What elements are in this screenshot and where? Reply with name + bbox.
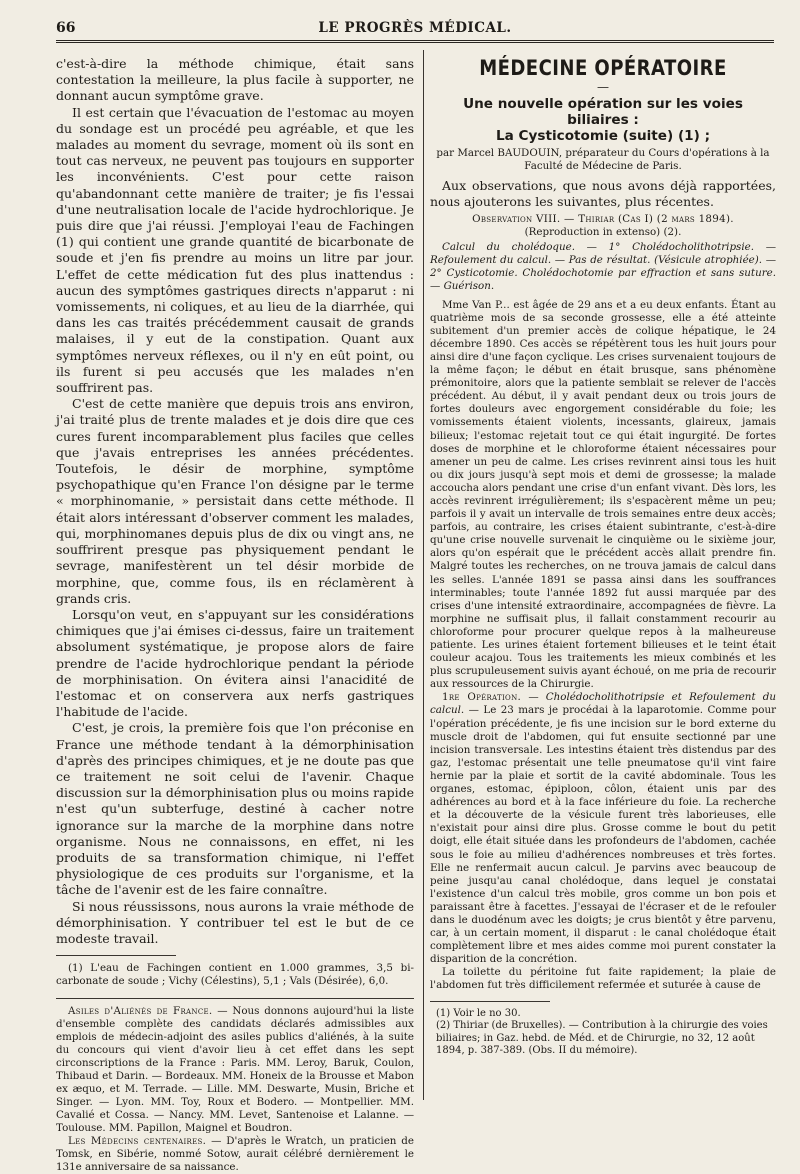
left-paragraph: Si nous réussissons, nous aurons la vraie méthode de démorphinisation. Y contribuer tel est le but de ce modeste travail. — [56, 898, 414, 946]
section-title: MÉDECINE OPÉRATOIRE — [479, 56, 727, 80]
lead-paragraph: Aux observations, que nous avons déjà rapportées, nous ajouterons les suivantes, plus récentes. — [430, 178, 776, 209]
left-paragraph: C'est de cette manière que depuis trois ans environ, j'ai traité plus de trente malades et je dois dire que ces cures furent incomparablement plus faciles que celles que j'avais entreprises les années précédentes. Toutefois, le désir de morphine, symptôme psychopathique qu'en France l'on désigne par le terme « morphinomanie, » persistait dans cette méthode. Il était alors intéressant d'observer comment les malades, qui, morphinomanes depuis plus de dix ou vingt ans, ne souffrirent presque pas physiquement pendant le sevrage, manifestèrent un tel désir morbide de morphine, que, comme fous, ils en réclamèrent à grands cris. — [56, 396, 414, 606]
journal-title: LE PROGRÈS MÉDICAL. — [318, 20, 512, 36]
left-paragraph: Il est certain que l'évacuation de l'estomac au moyen du sondage est un procédé peu agréable, et que les malades au moment du sevrage, moment où ils sont en tout cas nerveux, ne peuvent pas toujours en supporter les inconvénients. C'est pour cette raison qu'abandonnant cette manière de traiter; je fis l'essai d'une neutralisation locale de l'acide hydrochlorique. Je puis dire que j'ai réussi. J'employai l'eau de Fachingen (1) qui contient une grande quantité de bicarbonate de soude et j'en fis prendre au moins un litre par jour. L'effet de cette médication fut des plus inattendus : aucun des symptômes gastriques directs n'apparut : ni vomissements, ni coliques, et au lieu de la diarrhée, qui dans les cas traités précédemment causait de grands malaises, il y eut de la constipation. Quant aux symptômes nerveux réflexes, ou il n'y en eût point, ou ils furent si peu accusés que les malades n'en souffrirent pas. — [56, 104, 414, 396]
left-footnote — [56, 962, 414, 988]
section-rule — [56, 998, 414, 999]
case-abstract: Calcul du cholédoque. — 1° Cholédocholithotripsie. — Refoulement du calcul. — Pas de résultat. (Vésicule atrophiée). — 2° Cysticotomie. Cholédochotomie par effraction et sans suture. — Guérison. — [430, 241, 776, 293]
observation-line: (Reproduction in extenso) (2). — [524, 226, 682, 239]
column-divider — [423, 50, 424, 1100]
news-text: — Nous donnons aujourd'hui la liste d'ensemble complète des candidats déclarés admissibles aux emplois de médecin-adjoint des asiles publics d'aliénés, à la suite du concours qui vient d'avoir lieu à cet effet dans les sept circonscriptions de la France : Paris. MM. Leroy, Baruk, Coulon, Thibaud et Darin. — Bordeaux. MM. Honeix de la Brousse et Mabon ex æquo, et M. Terrade. — Lille. MM. Deswarte, Musin, Briche et Singer. — Lyon. MM. Toy, Roux et Bodero. — Montpellier. MM. Cavalié et Cossa. — Nancy. MM. Levet, Santenoise et Lalanne. — Toulouse. MM. Papillon, Maignel et Boudron. — [56, 1005, 414, 1135]
operation-subheading: — Cholédocholithotripsie et Refoulement du calcul. — [430, 691, 776, 717]
news-items — [56, 1005, 414, 1174]
byline: par Marcel BAUDOUIN, préparateur du Cours d'opérations à la Faculté de Médecine de Paris. — [436, 147, 770, 172]
right-footnotes — [430, 1008, 776, 1058]
article-title — [430, 96, 776, 144]
page-number: 66 — [56, 20, 76, 36]
observation-heading — [430, 213, 776, 239]
toilette-paragraph: La toilette du péritoine fut faite rapidement; la plaie de l'abdomen fut très difficilement refermée et suturée à cause de — [430, 966, 776, 992]
article-title-line: La Cysticotomie (suite) (1) ; — [495, 128, 711, 144]
observation-line: Observation VIII. — Thiriar (Cas I) (2 mars 1894). — [472, 213, 734, 225]
news-text: — D'après le Wratch, un praticien de Tomsk, en Sibérie, nommé Sotow, aurait célébré dernièrement le 131e anniversaire de sa naissance. — [56, 1135, 414, 1174]
news-heading: Les Médecins centenaires. — [68, 1135, 207, 1148]
left-column — [56, 56, 414, 1174]
operation-heading: 1re Opération. — [442, 691, 522, 704]
footnote-rule — [430, 1001, 550, 1002]
left-paragraph: c'est-à-dire la méthode chimique, était sans contestation la meilleure, la plus facile à supporter, ne donnant aucun symptôme grave. — [56, 56, 414, 104]
footnote-text: (2) Thiriar (de Bruxelles). — Contribution à la chirurgie des voies biliaires; in Gaz. hebd. de Méd. et de Chirurgie, no 32, 12 août 1894, p. 387-389. (Obs. II du mémoire). — [436, 1020, 768, 1057]
news-item-centenaires — [56, 1135, 414, 1174]
title-dash: — — [597, 80, 609, 94]
left-article-body — [56, 56, 414, 947]
footnote-text: (1) L'eau de Fachingen contient en 1.000 grammes, 3,5 bi-carbonate de soude ; Vichy (Célestins), 5,1 ; Vals (Désirée), 6,0. — [56, 962, 414, 988]
news-item-asiles — [56, 1005, 414, 1135]
running-header — [56, 16, 774, 43]
case-paragraph: Mme Van P... est âgée de 29 ans et a eu deux enfants. Étant au quatrième mois de sa seconde grossesse, elle a été atteinte subitement d'un premier accès de colique hépatique, le 24 décembre 1890. Ces accès se répétèrent tous les huit jours pour ainsi dire d'une façon cyclique. Les crises survenaient toujours de la même façon; le début en était brusque, sans phénomène prémonitoire, alors que la patiente semblait se relever de l'accès précédent. Au début, il y avait pendant deux ou trois jours de fortes douleurs avec engorgement considérable du foie; les vomissements étaient violents, incessants, glaireux, jamais bilieux; l'estomac rejetait tout ce qui était ingurgité. De fortes doses de morphine et le chloroforme étaient nécessaires pour amener un peu de calme. Les crises revinrent ainsi tous les huit ou dix jours jusqu'à sept mois et demi de grossesse; la malade accoucha alors pendant une crise d'un enfant vivant. Dès lors, les accès revinrent irrégulièrement; ils s'espacèrent même un peu; parfois il y avait un intervalle de trois semaines entre deux accès; parfois, au contraire, les crises étaient subintrante, c'est-à-dire qu'une crise nouvelle survenait le cinquième ou le sixième jour, alors qu'on espérait que le précédent accès allait prendre fin. Malgré toutes les recherches, on ne trouva jamais de calcul dans les selles. L'année 1891 se passa ainsi dans les souffrances interminables; toute l'année 1892 fut aussi marquée par des crises d'une intensité extraordinaire, accompagnées de fièvre. La morphine ne suffisait plus, il fallait constamment recourir au chloroforme pour procurer quelque repos à la malheureuse patiente. Les urines étaient fortement bilieuses et le teint était couleur acajou. Tous les traitements les mieux combinés et les plus scrupuleusement suivis ayant échoué, on me pria de recourir aux ressources de la Chirurgie. — [430, 298, 776, 691]
footnote-rule — [56, 955, 176, 956]
article-title-line: Une nouvelle opération sur les voies biliaires : — [463, 96, 743, 128]
news-heading: Asiles d'Aliénés de France. — [68, 1005, 213, 1018]
operation-paragraph — [430, 691, 776, 966]
footnote-text: (1) Voir le no 30. — [436, 1007, 521, 1019]
right-column — [430, 56, 776, 1106]
right-article-body — [430, 178, 776, 993]
left-paragraph: Lorsqu'on veut, en s'appuyant sur les considérations chimiques que j'ai émises ci-dessus, faire un traitement absolument systématique, je propose alors de faire prendre de l'acide hydrochlorique pendant la période de morphinisation. On évitera ainsi l'anacidité de l'estomac et on conservera aux nerfs gastriques l'habitude de l'acide. — [56, 606, 414, 720]
operation-text: — Le 23 mars je procédai à la laparotomie. Comme pour l'opération précédente, je fis une incision sur le bord externe du muscle droit de l'abdomen, qui fut ensuite sectionné par une incision transversale. Les intestins étaient très distendus par des gaz, l'estomac présentait une telle pneumatose qu'il vint faire hernie par la plaie et sortit de la cavité abdominale. Tous les organes, estomac, épiploon, côlon, étaient unis par des adhérences au bord et à la face inférieure du foie. La recherche et la découverte de la vésicule furent très laborieuses, elle n'existait pour ainsi dire plus. Grosse comme le bout du petit doigt, elle était située dans les profondeurs de l'abdomen, cachée sous le foie au milieu d'adhérences nombreuses et très fortes. Elle ne renfermait aucun calcul. Je parvins avec beaucoup de peine jusqu'au canal cholédoque, dans lequel je constatai l'existence d'un calcul très mobile, gros comme un bon pois et paraissant être à facettes. J'essayai de l'écraser et de le refouler dans le duodénum avec les doigts; je crus bientôt y être parvenu, car, à un certain moment, il disparut : le canal cholédoque était complètement libre et mes aides comme moi purent constater la disparition de la concrétion. — [430, 704, 777, 966]
left-paragraph: C'est, je crois, la première fois que l'on préconise en France une méthode tendant à la démorphinisation d'après des principes chimiques, et je ne doute pas que ce traitement ne soit celui de l'avenir. Chaque discussion sur la démorphinisation plus ou moins rapide n'est qu'un subterfuge, destiné à cacher notre ignorance sur la marche de la morphine dans notre organisme. Nous ne connaissons, en effet, ni les produits de sa transformation chimique, ni l'effet physiologique de ces produits sur l'organisme, et la tâche de l'avenir est de les faire connaître. — [56, 720, 414, 898]
